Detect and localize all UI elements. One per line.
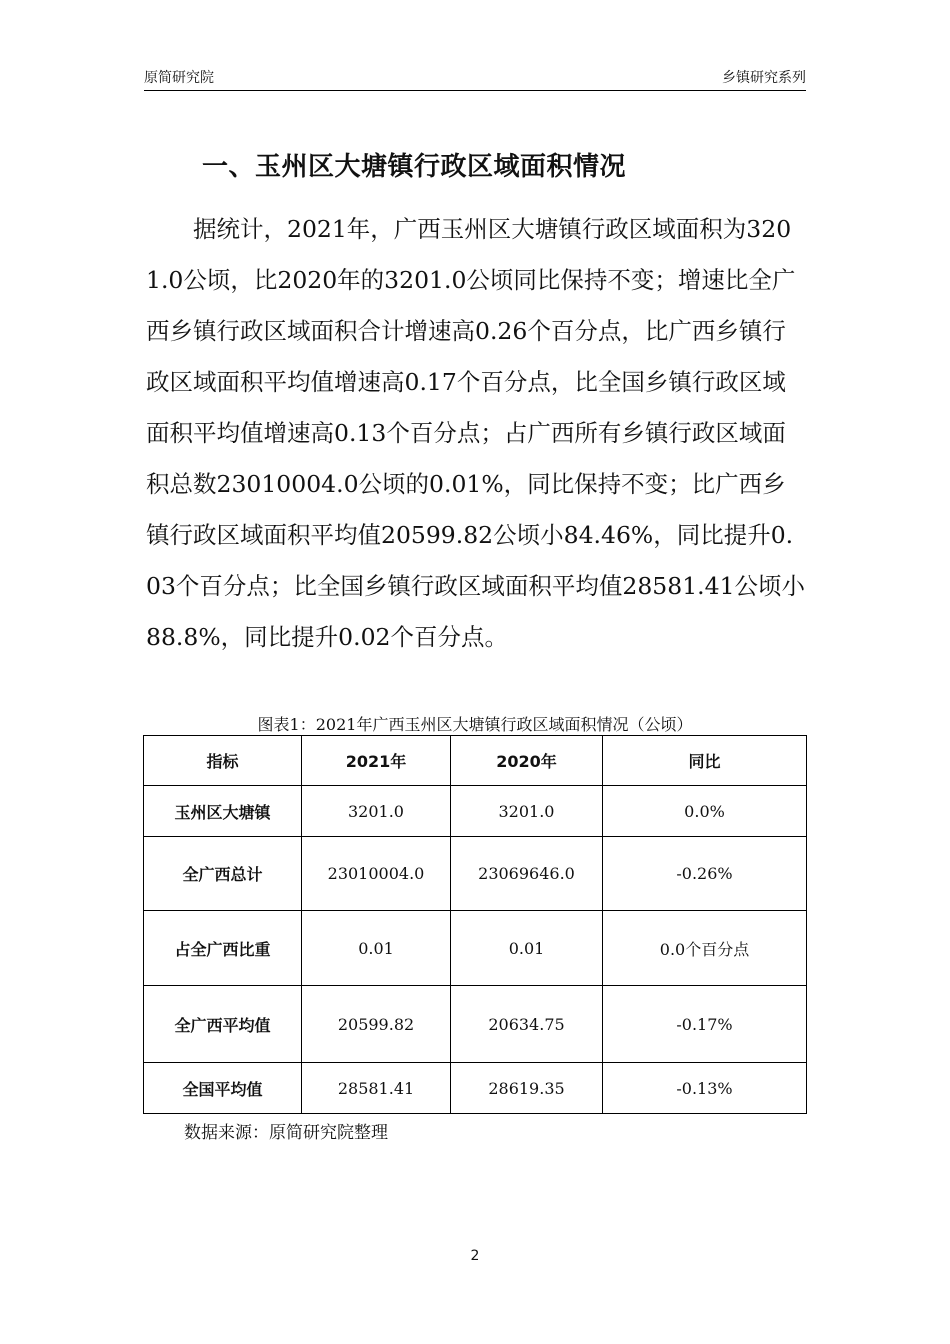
table-row [144,1063,807,1114]
table-row [144,986,807,1063]
row-label: 全国平均值 [144,1063,302,1114]
body-paragraph: 据统计，2021年，广西玉州区大塘镇行政区域面积为3201.0公顷，比2020年的3201.0公顷同比保持不变；增速比全广西乡镇行政区域面积合计增速高0.26个百分点，比广西乡镇行政区域面积平均值增速高0.17个百分点，比全国乡镇行政区域面积平均值增速高0.13个百分点；占广西所有乡镇行政区域面积总数23010004.0公顷的0.01%，同比保持不变；比广西乡镇行政区域面积平均值20599.82公顷小84.46%，同比提升0.03个百分点；比全国乡镇行政区域面积平均值28581.41公顷小88.8%，同比提升0.02个百分点。 [146,215,806,651]
row-label: 全广西平均值 [144,986,302,1063]
cell-2020: 28619.35 [451,1063,603,1114]
table-caption: 图表1：2021年广西玉州区大塘镇行政区域面积情况（公顷） [257,715,693,734]
row-label: 玉州区大塘镇 [144,786,302,837]
cell-yoy: -0.17% [603,986,807,1063]
cell-2020: 23069646.0 [451,837,603,911]
table-row [144,786,807,837]
area-table [143,735,807,1114]
cell-2020: 20634.75 [451,986,603,1063]
row-label: 全广西总计 [144,837,302,911]
header-cell-2021: 2021年 [302,736,451,786]
page-header [144,64,806,91]
cell-2021: 23010004.0 [302,837,451,911]
cell-2021: 28581.41 [302,1063,451,1114]
table-row [144,911,807,986]
cell-2021: 20599.82 [302,986,451,1063]
table-row [144,837,807,911]
cell-2020: 3201.0 [451,786,603,837]
cell-yoy: 0.0% [603,786,807,837]
cell-2021: 3201.0 [302,786,451,837]
header-org-name: 原简研究院 [144,70,214,86]
section-title: 一、玉州区大塘镇行政区域面积情况 [202,152,627,182]
cell-yoy: -0.26% [603,837,807,911]
cell-yoy: -0.13% [603,1063,807,1114]
cell-yoy: 0.0个百分点 [603,911,807,986]
header-cell-yoy: 同比 [603,736,807,786]
row-label: 占全广西比重 [144,911,302,986]
header-cell-indicator: 指标 [144,736,302,786]
data-source-note: 数据来源：原简研究院整理 [184,1123,388,1143]
header-cell-2020: 2020年 [451,736,603,786]
table-header-row [144,736,807,786]
page-number: 2 [470,1248,480,1264]
cell-2021: 0.01 [302,911,451,986]
cell-2020: 0.01 [451,911,603,986]
header-series-name: 乡镇研究系列 [722,70,806,86]
